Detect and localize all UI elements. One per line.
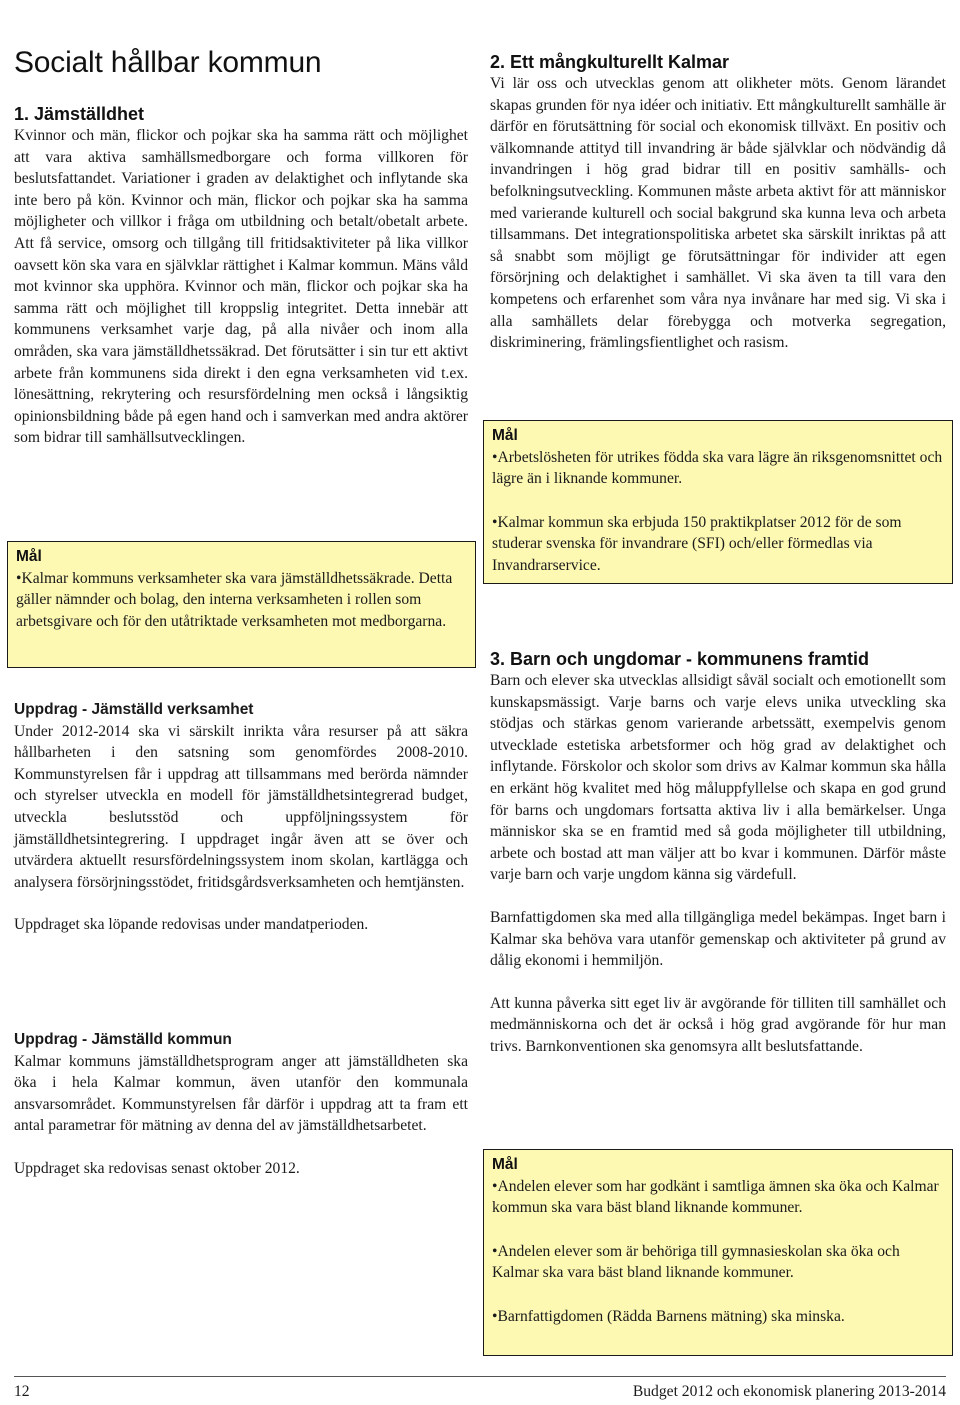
goal-item: •Arbetslösheten för utrikes födda ska vara lägre än riksgenomsnittet och lägre än i liknande kommuner.: [492, 448, 943, 488]
goal-heading: Mål: [492, 1156, 518, 1173]
goal-item: •Kalmar kommun ska erbjuda 150 praktikplatser 2012 för de som studerar svenska för invandrare (SFI) och/eller förmedlas via Invandrarservice.: [492, 513, 902, 574]
uppdrag-note: Uppdraget ska löpande redovisas under mandatperioden.: [14, 916, 369, 934]
uppdrag-jamstalld-verksamhet: [14, 699, 468, 936]
section-heading: 3. Barn och ungdomar - kommunens framtid: [490, 649, 870, 669]
goal-item: •Andelen elever som är behöriga till gymnasieskolan ska öka och Kalmar ska vara bäst bland liknande kommuner.: [492, 1242, 900, 1282]
section-barn-ungdomar: [490, 648, 946, 1058]
section-jamstalldhet: [14, 103, 468, 449]
uppdrag-jamstalld-kommun: [14, 1029, 468, 1180]
goal-heading: Mål: [492, 427, 518, 444]
section-body: Kvinnor och män, flickor och pojkar ska ha samma rätt och möjlighet att vara aktiva samhällsmedborgare och forma villkoren för beslutsfattandet. Variationer i graden av delaktighet och inflytande ska inte bero på kön. Kvinnor och män, flickor och pojkar ska ha samma möjligheter och villkor i fråga om utbildning och betalt/obetalt arbete. Att få service, omsorg och tillgång till fritidsaktiviteter på lika villkor oavsett kön ska vara en självklar rättighet i Kalmar kommun. Mäns våld mot kvinnor ska upphöra. Kvinnor och män, flickor och pojkar ska ha samma rätt och möjlighet till kroppslig integritet. Detta innebär att kommunens verksamhet varje dag, på alla nivåer och inom alla områden, ska vara jämställdhetssäkrad. Det förutsätter i sin tur ett aktivt arbete från kommunens sida direkt i den egna verksamheten vid t.ex. lönesättning, rekrytering och resursfördelning men också i långsiktig opinionsbildning både på egen hand och i samverkan med andra aktörer som bidrar till samhällsutvecklingen.: [14, 127, 468, 447]
footer-divider: [14, 1376, 946, 1377]
goal-box-mangkulturellt: [483, 420, 953, 584]
section-heading: 2. Ett mångkulturellt Kalmar: [490, 52, 730, 72]
uppdrag-heading: Uppdrag - Jämställd kommun: [14, 1031, 232, 1048]
section-body: Barn och elever ska utvecklas allsidigt såväl socialt och emotionellt som kunskapsmässigt. Varje barns och varje elevs unika utveckling ska stödjas och stärkas genom varierande arbetssätt, exempelvis genom utvecklade estetiska arbetsformer och hög grad av delaktighet och inflytande. Förskolor och skolor som drivs av Kalmar kommun ska hålla en erkänt hög kvalitet med hög måluppfyllelse och skapa en god grund för barns och ungdomars fortsatta aktiva liv i alla bemärkelser. Unga människor ska se en framtid med så goda möjligheter till utbildning, arbete och bostad att man väljer att bo kvar i kommunen. Därför måste varje barn och varje ungdom känna sig värdefull.: [490, 672, 946, 884]
uppdrag-note: Uppdraget ska redovisas senast oktober 2012.: [14, 1159, 300, 1177]
section-body: Att kunna påverka sitt eget liv är avgörande för tilliten till samhället och medmänniskorna och det är också i hög grad avgörande för hur man trivs. Barnkonventionen ska genomsyra allt beslutsfattande.: [490, 994, 946, 1055]
goal-item: •Andelen elever som har godkänt i samtliga ämnen ska öka och Kalmar kommun ska vara bäst bland liknande kommuner.: [492, 1177, 939, 1217]
section-body: Barnfattigdomen ska med alla tillgängliga medel bekämpas. Inget barn i Kalmar ska behöva vara utanför gemenskap och aktiviteter på grund av dålig ekonomi i hemmiljön.: [490, 908, 946, 970]
goal-heading: Mål: [16, 548, 42, 565]
goal-box-jamstalldhet: [7, 541, 476, 668]
page-number: 12: [14, 1383, 30, 1400]
uppdrag-heading: Uppdrag - Jämställd verksamhet: [14, 701, 254, 718]
uppdrag-body: Kalmar kommuns jämställdhetsprogram anger att jämställdheten ska öka i hela Kalmar kommun, även utanför den kommunala ansvarsområdet. Kommunstyrelsen får därför i uppdrag att ta fram ett antal parametrar för mätning av denna del av jämställdhetsarbetet.: [14, 1052, 468, 1135]
goal-item: •Barnfattigdomen (Rädda Barnens mätning) ska minska.: [492, 1307, 845, 1325]
uppdrag-body: Under 2012-2014 ska vi särskilt inrikta våra resurser på att säkra hållbarheten i den satsning som genomfördes 2008-2010. Kommunstyrelsen får i uppdrag att tillsammans med berörda nämnder och styrelser utveckla en modell för jämställdhetsintegrerad budget, utveckla beslutsstöd och uppföljningssystem för jämställdhetsintegrering. I uppdraget ingår även att se över och utvärdera aktuellt resursfördelningssystem inom skolan, kartlägga och analysera försörjningsstödet, fritidsgårdsverksamheten och hemtjänsten.: [14, 722, 468, 891]
section-body: Vi lär oss och utvecklas genom att olikheter möts. Genom lärandet skapas grunden för nya idéer och initiativ. Ett mångkulturellt samhälle är därför en förutsättning för social och ekonomisk tillväxt. En positiv och välkomnande attityd till invandring är både självklar och nödvändig då invandringen i hög grad bidrar till en positiv samhälls- och befolkningsutveckling. Kommunen måste arbeta aktivt för att människor med varierande kulturell och social bakgrund ska kunna leva och arbeta tillsammans. Det integrationspolitiska arbetet ska särskilt inriktas på att så snabbt som möjligt ge förutsättningar för individer att egen försörjning och delaktighet i samhället. Vi ska även ta till vara den kompetens och erfarenhet som våra nya invånare har med sig. Vi ska i alla samhällets delar förebygga och motverka segregation, diskriminering, främlingsfientlighet och rasism.: [490, 75, 946, 352]
goal-box-barn-ungdomar: [483, 1149, 953, 1356]
section-mangkulturellt: [490, 51, 946, 354]
footer-doc-title: Budget 2012 och ekonomisk planering 2013-2014: [632, 1383, 946, 1400]
section-heading: 1. Jämställdhet: [14, 104, 145, 124]
goal-item: •Kalmar kommuns verksamheter ska vara jämställdhetssäkrade. Detta gäller nämnder och bolag, den interna verksamheten i rollen som arbetsgivare och för den utåtriktade verksamheten mot medborgarna.: [16, 569, 453, 630]
page-title: Socialt hållbar kommun: [14, 46, 322, 79]
